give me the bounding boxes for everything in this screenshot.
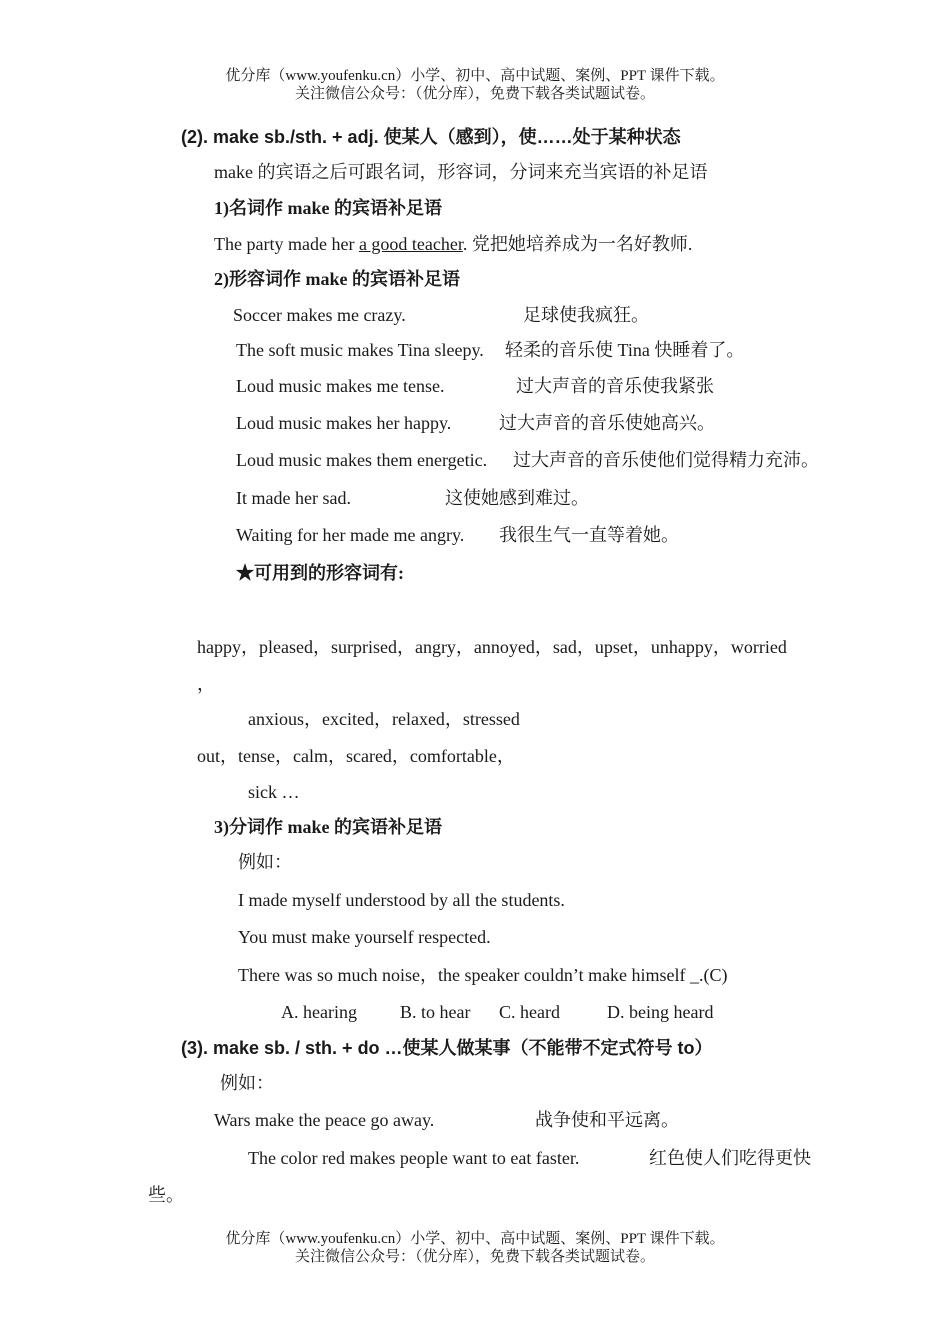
footer-line-2: 关注微信公众号：（优分库），免费下载各类试题试卷。 [294, 1249, 655, 1265]
option-c: C. heard [499, 1002, 560, 1022]
option-a: A. hearing [281, 1002, 357, 1022]
adj-example-en: Waiting for her made me angry. [236, 525, 465, 545]
section-3-example-cn-continued: 些。 [148, 1185, 184, 1205]
adj-example-cn: 过大声音的音乐使她高兴。 [499, 413, 715, 433]
section-3-example-cn: 红色使人们吃得更快 [649, 1148, 811, 1168]
participle-example: There was so much noise，the speaker couldn’t make himself _.(C) [238, 965, 728, 985]
section-3-title: (3). make sb. / sth. + do …使某人做某事（不能带不定式符号 to） [181, 1038, 713, 1058]
adj-list-line: happy，pleased，surprised，angry，annoyed，sad，upset，unhappy，worried [197, 637, 787, 657]
section-3-example-cn: 战争使和平远离。 [535, 1110, 679, 1130]
adj-example-en: Loud music makes her happy. [236, 413, 452, 433]
noun-example-after: . 党把她培养成为一名好教师. [462, 234, 693, 254]
header-line-2: 关注微信公众号：（优分库），免费下载各类试题试卷。 [294, 86, 655, 102]
noun-example-before: The party made her [214, 234, 359, 254]
adj-list-heading: ★可用到的形容词有: [236, 563, 404, 583]
noun-complement-heading: 1)名词作 make 的宾语补足语 [214, 198, 442, 218]
example-label: 例如： [220, 1073, 274, 1093]
participle-example: I made myself understood by all the students. [238, 890, 565, 910]
adj-example-en: Loud music makes me tense. [236, 376, 445, 396]
section-3-example-en: Wars make the peace go away. [214, 1110, 435, 1130]
participle-example: You must make yourself respected. [238, 927, 491, 947]
participle-complement-heading: 3)分词作 make 的宾语补足语 [214, 817, 442, 837]
adj-example-cn: 过大声音的音乐使我紧张 [516, 376, 714, 396]
adj-example-cn: 我很生气一直等着她。 [499, 525, 679, 545]
section-2-intro: make 的宾语之后可跟名词，形容词，分词来充当宾语的补足语 [214, 162, 708, 182]
adj-example-cn: 轻柔的音乐使 Tina 快睡着了。 [505, 340, 745, 360]
adj-example-en: Loud music makes them energetic. [236, 450, 488, 470]
option-b: B. to hear [400, 1002, 471, 1022]
adj-example-en: It made her sad. [236, 488, 351, 508]
adj-example-cn: 这使她感到难过。 [445, 488, 589, 508]
header-line-1: 优分库（www.youfenku.cn）小学、初中、高中试题、案例、PPT 课件下载。 [225, 68, 725, 84]
adj-list-line: ， [197, 674, 215, 694]
noun-example-underlined: a good teacher [358, 234, 463, 254]
adj-example-en: Soccer makes me crazy. [233, 305, 406, 325]
example-label: 例如： [238, 852, 292, 872]
adj-list-line: sick … [248, 782, 300, 802]
option-d: D. being heard [607, 1002, 714, 1022]
adj-list-line: anxious，excited，relaxed，stressed [248, 709, 520, 729]
section-3-example-en: The color red makes people want to eat faster. [248, 1148, 580, 1168]
adj-complement-heading: 2)形容词作 make 的宾语补足语 [214, 269, 460, 289]
noun-complement-example [214, 233, 692, 255]
adj-example-cn: 过大声音的音乐使他们觉得精力充沛。 [513, 450, 819, 470]
section-2-title: (2). make sb./sth. + adj. 使某人（感到），使……处于某种状态 [181, 127, 681, 147]
adj-example-en: The soft music makes Tina sleepy. [236, 340, 484, 360]
footer-line-1: 优分库（www.youfenku.cn）小学、初中、高中试题、案例、PPT 课件下载。 [225, 1231, 725, 1247]
adj-example-cn: 足球使我疯狂。 [523, 305, 649, 325]
adj-list-line: out，tense，calm，scared，comfortable， [197, 746, 515, 766]
